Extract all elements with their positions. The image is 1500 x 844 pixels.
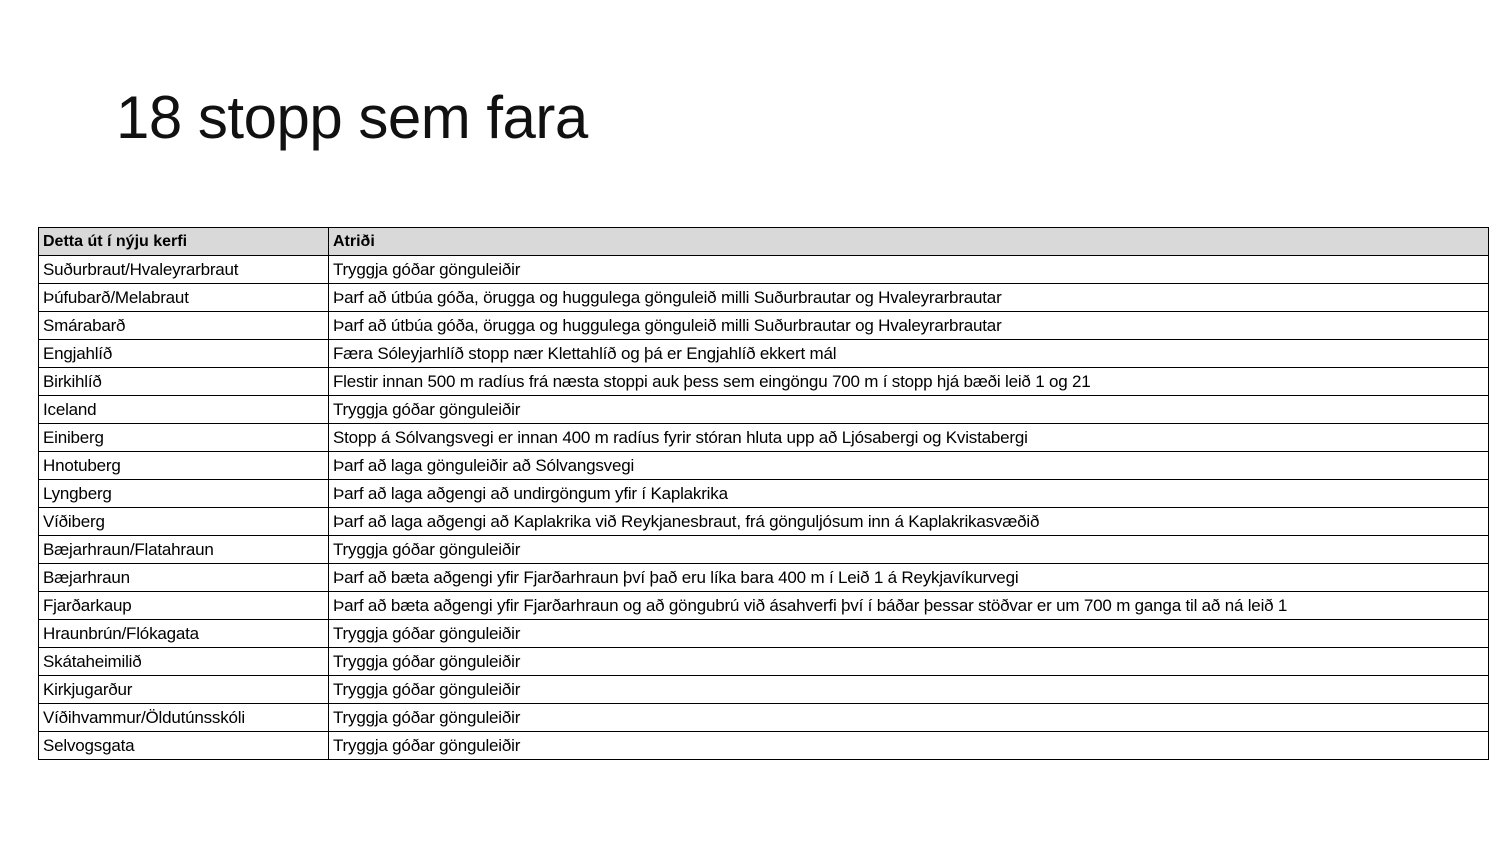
item-cell: Tryggja góðar gönguleiðir [329,732,1489,760]
stop-name-cell: Einiberg [39,424,329,452]
stop-name-cell: Selvogsgata [39,732,329,760]
stops-table [38,227,1489,760]
item-cell: Þarf að laga aðgengi að Kaplakrika við Reykjanesbraut, frá gönguljósum inn á Kaplakrikasvæðið [329,508,1489,536]
table-row [39,256,1489,284]
stop-name-cell: Hraunbrún/Flókagata [39,620,329,648]
stop-name-cell: Víðihvammur/Öldutúnsskóli [39,704,329,732]
slide-title: 18 stopp sem fara [116,84,588,151]
table-body [39,256,1489,760]
table-row [39,396,1489,424]
stop-name-cell: Bæjarhraun/Flatahraun [39,536,329,564]
table-row [39,732,1489,760]
item-cell: Þarf að útbúa góða, örugga og huggulega gönguleið milli Suðurbrautar og Hvaleyrarbrautar [329,312,1489,340]
table-row [39,536,1489,564]
stop-name-cell: Smárabarð [39,312,329,340]
item-cell: Færa Sóleyjarhlíð stopp nær Klettahlíð og þá er Engjahlíð ekkert mál [329,340,1489,368]
table-row [39,592,1489,620]
table-row [39,564,1489,592]
table-row [39,620,1489,648]
column-header-stop: Detta út í nýju kerfi [39,228,329,256]
table-row [39,284,1489,312]
stop-name-cell: Bæjarhraun [39,564,329,592]
item-cell: Stopp á Sólvangsvegi er innan 400 m radíus fyrir stóran hluta upp að Ljósabergi og Kvistabergi [329,424,1489,452]
item-cell: Flestir innan 500 m radíus frá næsta stoppi auk þess sem eingöngu 700 m í stopp hjá bæði leið 1 og 21 [329,368,1489,396]
table-row [39,312,1489,340]
item-cell: Tryggja góðar gönguleiðir [329,536,1489,564]
stop-name-cell: Iceland [39,396,329,424]
item-cell: Tryggja góðar gönguleiðir [329,676,1489,704]
column-header-item: Atriði [329,228,1489,256]
stop-name-cell: Fjarðarkaup [39,592,329,620]
table-row [39,480,1489,508]
table-row [39,508,1489,536]
stop-name-cell: Kirkjugarður [39,676,329,704]
table-row [39,452,1489,480]
item-cell: Þarf að laga aðgengi að undirgöngum yfir í Kaplakrika [329,480,1489,508]
item-cell: Þarf að laga gönguleiðir að Sólvangsvegi [329,452,1489,480]
item-cell: Þarf að bæta aðgengi yfir Fjarðarhraun því það eru líka bara 400 m í Leið 1 á Reykjavíkurvegi [329,564,1489,592]
table-row [39,340,1489,368]
item-cell: Þarf að útbúa góða, örugga og huggulega gönguleið milli Suðurbrautar og Hvaleyrarbrautar [329,284,1489,312]
stop-name-cell: Hnotuberg [39,452,329,480]
item-cell: Þarf að bæta aðgengi yfir Fjarðarhraun og að göngubrú við ásahverfi því í báðar þessar stöðvar er um 700 m ganga til að ná leið 1 [329,592,1489,620]
item-cell: Tryggja góðar gönguleiðir [329,256,1489,284]
table-row [39,368,1489,396]
table-row [39,676,1489,704]
stop-name-cell: Víðiberg [39,508,329,536]
stop-name-cell: Lyngberg [39,480,329,508]
table-row [39,424,1489,452]
stop-name-cell: Þúfubarð/Melabraut [39,284,329,312]
item-cell: Tryggja góðar gönguleiðir [329,620,1489,648]
item-cell: Tryggja góðar gönguleiðir [329,396,1489,424]
table-row [39,648,1489,676]
item-cell: Tryggja góðar gönguleiðir [329,648,1489,676]
stop-name-cell: Suðurbraut/Hvaleyrarbraut [39,256,329,284]
stop-name-cell: Engjahlíð [39,340,329,368]
item-cell: Tryggja góðar gönguleiðir [329,704,1489,732]
table-row [39,704,1489,732]
table-header-row [39,228,1489,256]
stop-name-cell: Birkihlíð [39,368,329,396]
stop-name-cell: Skátaheimilið [39,648,329,676]
